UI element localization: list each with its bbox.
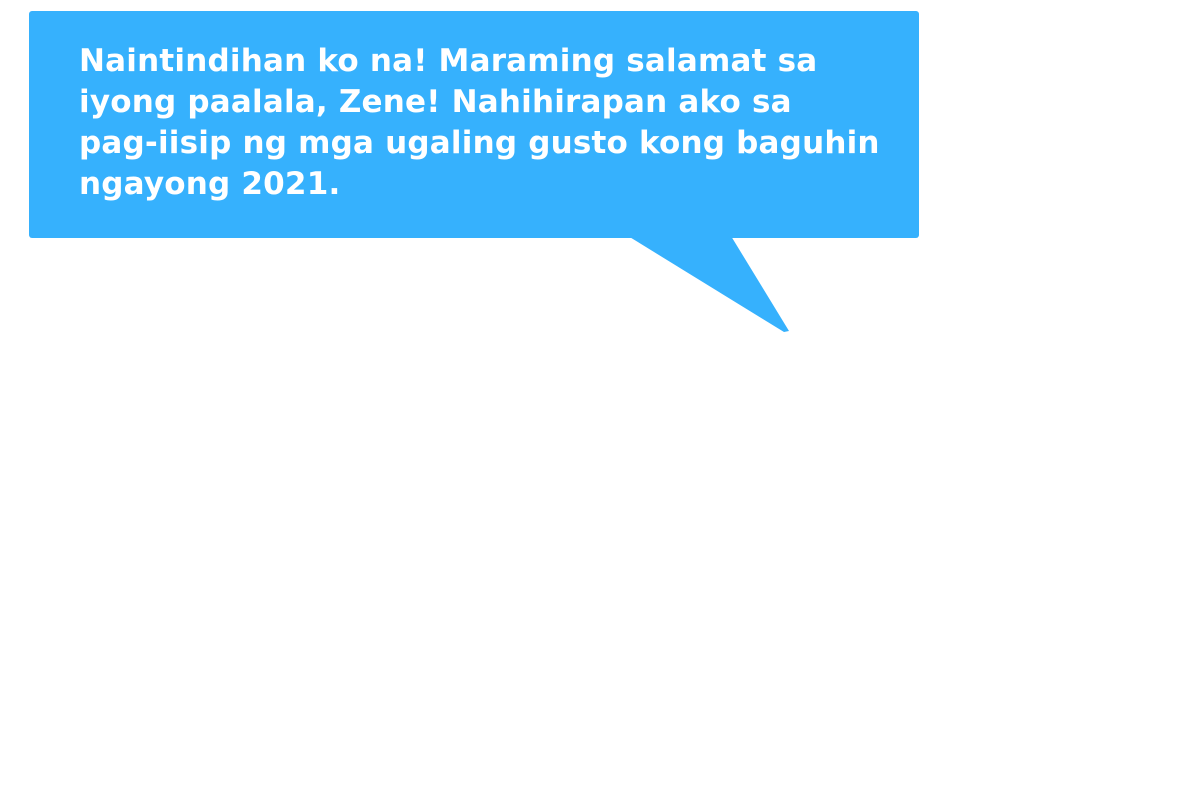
speech-bubble-tail-shape [628,236,789,332]
speech-line-1: Naintindihan ko na! Maraming salamat sa [79,43,818,79]
speech-line-4: ngayong 2021. [79,166,341,202]
speech-bubble-text [79,41,899,205]
speech-line-2: iyong paalala, Zene! Nahihirapan ako sa [79,84,792,120]
speech-line-3: pag-iisip ng mga ugaling gusto kong baguhin [79,125,880,161]
